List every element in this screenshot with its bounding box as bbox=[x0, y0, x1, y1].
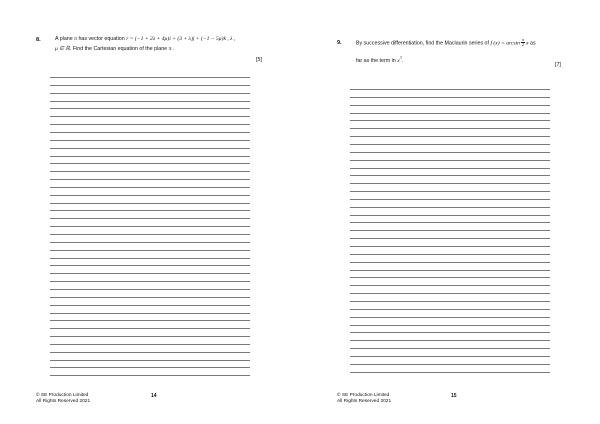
answer-line bbox=[350, 332, 550, 333]
answer-line bbox=[50, 179, 250, 180]
answer-line bbox=[50, 273, 250, 274]
answer-line bbox=[350, 207, 550, 208]
answer-line bbox=[50, 77, 250, 78]
answer-line bbox=[350, 238, 550, 239]
answer-line bbox=[50, 320, 250, 321]
question-number: 8. bbox=[36, 37, 41, 43]
question-text: far as the term in bbox=[356, 57, 396, 64]
answer-line bbox=[50, 250, 250, 251]
answer-line bbox=[50, 297, 250, 298]
fraction-denominator: 2 bbox=[521, 42, 525, 48]
question-text: A plane bbox=[55, 36, 73, 42]
answer-line bbox=[50, 328, 250, 329]
answer-line bbox=[350, 222, 550, 223]
answer-line bbox=[50, 336, 250, 337]
answer-line bbox=[350, 128, 550, 129]
answer-line bbox=[350, 97, 550, 98]
answer-line bbox=[350, 136, 550, 137]
answer-line bbox=[350, 144, 550, 145]
answer-line bbox=[50, 203, 250, 204]
answer-line bbox=[50, 360, 250, 361]
answer-line bbox=[350, 277, 550, 278]
exam-page-right bbox=[300, 0, 600, 424]
answer-line bbox=[350, 301, 550, 302]
answer-line bbox=[50, 258, 250, 259]
answer-line bbox=[50, 218, 250, 219]
answer-line bbox=[50, 281, 250, 282]
question-text-line-1 bbox=[55, 35, 235, 43]
answer-line bbox=[350, 168, 550, 169]
answer-line bbox=[350, 325, 550, 326]
answer-line bbox=[350, 246, 550, 247]
copyright-line: All Rights Reserved 2021 bbox=[337, 399, 392, 405]
answer-line bbox=[350, 215, 550, 216]
copyright-line: © SE Production Limited bbox=[36, 393, 89, 398]
page-number: 14 bbox=[151, 393, 157, 399]
sentence-end: . bbox=[401, 57, 404, 64]
answer-line bbox=[50, 163, 250, 164]
question-text: has vector equation bbox=[78, 36, 125, 42]
copyright-notice bbox=[337, 393, 391, 405]
question-text: as bbox=[530, 40, 536, 47]
answer-line bbox=[50, 195, 250, 196]
answer-line bbox=[50, 140, 250, 141]
answer-line bbox=[350, 199, 550, 200]
answer-line bbox=[50, 116, 250, 117]
math-expression: μ ∈ ℝ bbox=[55, 46, 70, 52]
answer-line bbox=[350, 293, 550, 294]
answer-line bbox=[50, 124, 250, 125]
fraction-numerator: π bbox=[521, 37, 525, 42]
answer-line bbox=[50, 226, 250, 227]
answer-line bbox=[50, 101, 250, 102]
answer-line bbox=[350, 105, 550, 106]
copyright-line: © SE Production Limited bbox=[337, 393, 390, 398]
answer-line bbox=[50, 171, 250, 172]
answer-line bbox=[50, 132, 250, 133]
answer-line bbox=[50, 93, 250, 94]
answer-line bbox=[50, 85, 250, 86]
question-text: . Find the Cartesian equation of the plane bbox=[69, 46, 168, 52]
answer-line bbox=[350, 120, 550, 121]
function-expression: f (x) = arcsin bbox=[490, 40, 520, 47]
answer-line bbox=[50, 108, 250, 109]
question-marks: [5] bbox=[256, 57, 262, 63]
question-text-line-2 bbox=[356, 54, 403, 65]
fraction bbox=[521, 38, 524, 48]
answer-line bbox=[350, 340, 550, 341]
answer-line bbox=[350, 372, 550, 373]
page-number: 15 bbox=[451, 393, 457, 399]
answer-line bbox=[350, 356, 550, 357]
answer-line bbox=[350, 348, 550, 349]
answer-line bbox=[50, 210, 250, 211]
answer-line bbox=[50, 148, 250, 149]
question-text-line-2 bbox=[55, 45, 174, 53]
answer-line bbox=[350, 364, 550, 365]
answer-line bbox=[350, 230, 550, 231]
answer-line bbox=[50, 289, 250, 290]
term-power: 3 bbox=[399, 56, 402, 60]
answer-line bbox=[350, 152, 550, 153]
answer-line bbox=[50, 234, 250, 235]
question-number: 9. bbox=[337, 40, 342, 46]
copyright-line: All Rights Reserved 2021 bbox=[36, 399, 91, 405]
answer-line bbox=[50, 367, 250, 368]
answer-line bbox=[50, 313, 250, 314]
vector-equation: r = (−1 + 2λ + 4μ)i + (3 + λ)j + (−1 − 5μ)k , λ , bbox=[126, 36, 236, 42]
answer-line bbox=[350, 175, 550, 176]
answer-line bbox=[50, 344, 250, 345]
copyright-notice bbox=[36, 393, 90, 405]
answer-line bbox=[350, 317, 550, 318]
answer-line bbox=[50, 156, 250, 157]
math-symbol: π . bbox=[168, 46, 175, 52]
term-base: x bbox=[397, 57, 400, 64]
answer-line bbox=[50, 187, 250, 188]
answer-line bbox=[350, 254, 550, 255]
answer-line bbox=[50, 375, 250, 376]
answer-line bbox=[50, 352, 250, 353]
answer-line bbox=[350, 89, 550, 90]
answer-line bbox=[350, 309, 550, 310]
answer-line bbox=[350, 160, 550, 161]
question-marks: [7] bbox=[555, 62, 561, 68]
answer-line bbox=[50, 242, 250, 243]
answer-line bbox=[50, 305, 250, 306]
question-text: By successive differentiation, find the Maclaurin series of bbox=[356, 40, 489, 47]
answer-line bbox=[350, 113, 550, 114]
answer-line bbox=[50, 265, 250, 266]
answer-line bbox=[350, 270, 550, 271]
question-text-line-1 bbox=[356, 38, 536, 48]
answer-line bbox=[350, 262, 550, 263]
answer-line bbox=[350, 285, 550, 286]
answer-line bbox=[350, 191, 550, 192]
answer-line bbox=[350, 183, 550, 184]
math-symbol: π bbox=[74, 36, 77, 42]
math-variable: x bbox=[526, 40, 529, 47]
